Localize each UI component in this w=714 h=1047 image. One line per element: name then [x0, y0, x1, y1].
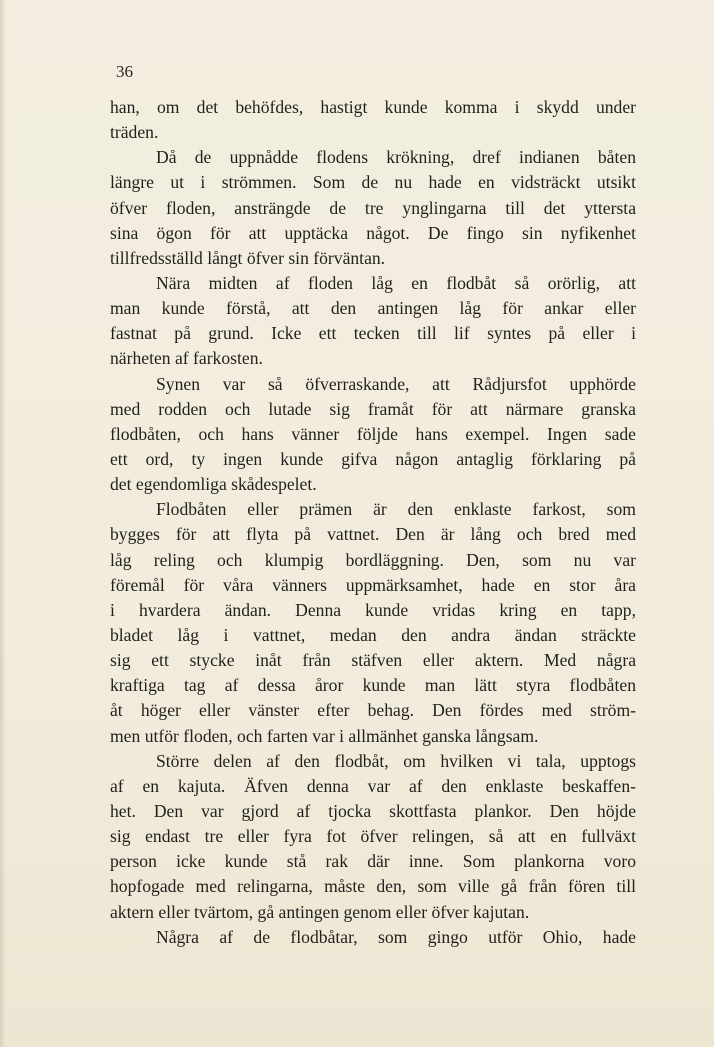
paragraph	[110, 925, 636, 950]
text-line: Då de uppnådde flodens krökning, dref indianen båten	[156, 147, 636, 168]
paragraph	[110, 95, 636, 145]
text-line: med rodden och lutade sig framåt för att närmare granska	[110, 398, 636, 419]
paragraph	[110, 372, 636, 498]
text-line: sig endast tre eller fyra fot öfver relingen, så att en fullväxt	[110, 826, 636, 847]
text-line: låg reling och klumpig bordläggning. Den, som nu var	[110, 549, 636, 570]
text-line: längre ut i strömmen. Som de nu hade en vidsträckt utsikt	[110, 172, 636, 193]
paragraph	[110, 749, 636, 925]
text-line: sina ögon för att upptäcka något. De fingo sin nyfikenhet	[110, 222, 636, 243]
paragraph	[110, 145, 636, 271]
text-line: tillfredsställd långt öfver sin förväntan.	[110, 247, 386, 268]
text-line: närheten af farkosten.	[110, 348, 263, 369]
page-number: 36	[116, 62, 133, 81]
text-line: ett ord, ty ingen kunde gifva någon antaglig förklaring på	[110, 448, 636, 469]
text-line: het. Den var gjord af tjocka skottfasta plankor. Den höjde	[110, 800, 636, 821]
text-line: han, om det behöfdes, hastigt kunde komma i skydd under	[110, 97, 636, 117]
text-line: bygges för att flyta på vattnet. Den är lång och bred med	[110, 524, 636, 545]
text-line: men utför floden, och farten var i allmänhet ganska långsam.	[110, 725, 539, 746]
text-line: Nära midten af floden låg en flodbåt så orörlig, att	[156, 272, 636, 293]
text-line: Några af de flodbåtar, som gingo utför Ohio, hade	[156, 926, 636, 947]
text-line: person icke kunde stå rak där inne. Som plankorna voro	[110, 851, 636, 872]
text-line: i hvardera ändan. Denna kunde vridas kring en tapp,	[110, 599, 636, 620]
text-line: fastnat på grund. Icke ett tecken till lif syntes på eller i	[110, 323, 636, 344]
text-line: hopfogade med relingarna, måste den, som ville gå från fören till	[110, 876, 636, 897]
text-line: aktern eller tvärtom, gå antingen genom eller öfver kajutan.	[110, 901, 530, 922]
text-line: Flodbåten eller prämen är den enklaste farkost, som	[156, 499, 636, 520]
text-line: öfver floden, ansträngde de tre ynglingarna till det yttersta	[110, 197, 636, 218]
text-line: träden.	[110, 122, 159, 143]
body-text	[110, 95, 636, 950]
text-line: föremål för våra vänners uppmärksamhet, hade en stor åra	[110, 574, 636, 595]
text-line: bladet låg i vattnet, medan den andra ändan sträckte	[110, 624, 636, 645]
text-line: det egendomliga skådespelet.	[110, 474, 317, 495]
text-line: flodbåten, och hans vänner följde hans exempel. Ingen sade	[110, 423, 636, 444]
text-line: Större delen af den flodbåt, om hvilken vi tala, upptogs	[156, 750, 636, 771]
text-line: Synen var så öfverraskande, att Rådjursfot upphörde	[156, 373, 636, 394]
text-line: man kunde förstå, att den antingen låg för ankar eller	[110, 298, 636, 319]
text-line: kraftiga tag af dessa åror kunde man lätt styra flodbåten	[110, 675, 636, 696]
paragraph	[110, 271, 636, 372]
text-line: sig ett stycke inåt från stäfven eller aktern. Med några	[110, 650, 636, 671]
text-line: åt höger eller vänster efter behag. Den fördes med ström-	[110, 700, 636, 721]
text-line: af en kajuta. Äfven denna var af den enklaste beskaffen-	[110, 775, 636, 796]
paragraph	[110, 497, 636, 748]
